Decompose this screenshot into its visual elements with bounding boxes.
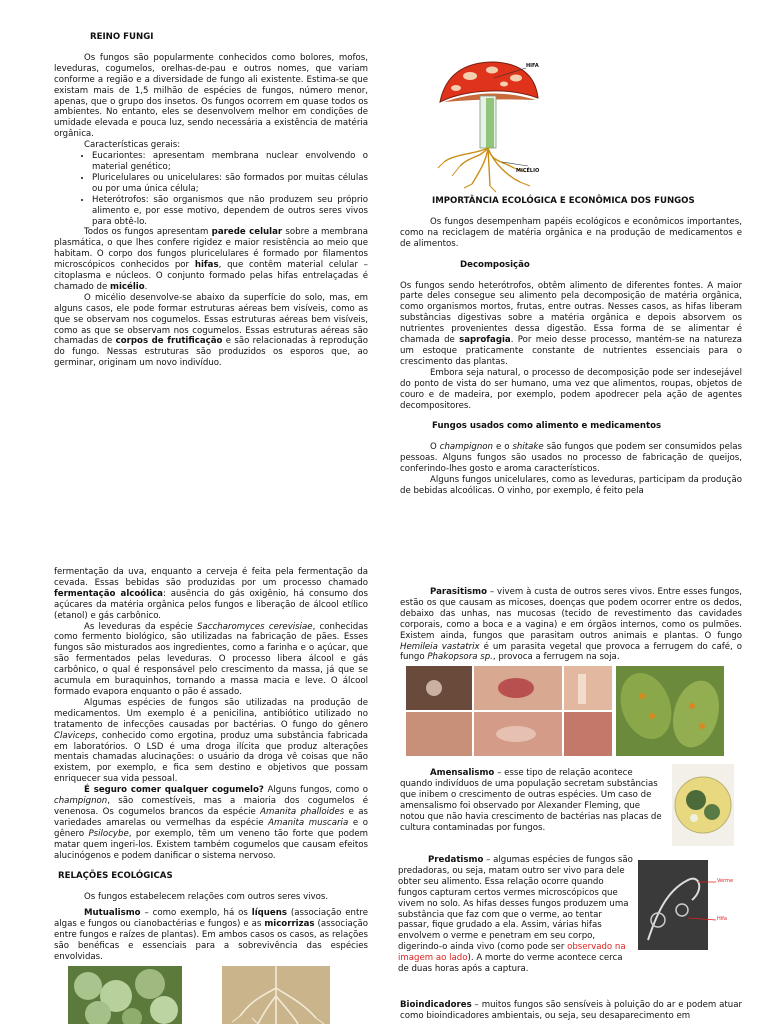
decomposicao-paragraph: Os fungos sendo heterótrofos, obtêm alimento de diferentes fontes. A maior parte deles consegue seu alimento pela decomposição de matéria orgânica, como organismos mortos, frutas, entre outras. Nesses casos, as hifas liberam substâncias digestivas sobre a matéria orgânica e depois absorvem os nutrientes provenientes dessa digestão. Essa forma de se alimentar é chamada de saprofagia. Por meio desse processo, mantém-se na natureza um estoque praticamente constante de nutrientes essenciais para o crescimento das plantas.	[400, 280, 742, 367]
decomposicao-paragraph-2: Embora seja natural, o processo de decomposição pode ser indesejável do ponto de vista do ser humano, uma vez que alimentos, roupas, objetos de couro e de madeira, por exemplo, podem apodrecer pela ação de agentes decompositores.	[400, 367, 742, 411]
predatismo-block	[398, 855, 634, 975]
alimento-heading: Fungos usados como alimento e medicamentos	[432, 421, 662, 432]
amensalismo-block	[400, 768, 662, 833]
petri-dish-photo	[672, 764, 734, 846]
mutualismo-paragraph: Mutualismo – como exemplo, há os líquens (associação entre algas e fungos ou cianobactérias e fungos) e as micorrizas (associação entre fungos e raízes de plantas). Em ambos casos os casos, as relações são benéficas e essenciais para a sobrevivência das espécies envolvidas.	[54, 908, 368, 962]
decomposicao-heading: Decomposição	[460, 259, 530, 270]
importancia-paragraph: Os fungos desempenham papéis ecológicos e econômicos importantes, como na reciclagem de matéria orgânica e na produção de medicamentos e de alimentos.	[400, 216, 742, 249]
list-item: • Heterótrofos: são organismos que não produzem seu próprio alimento e, por esse motivo, dependem de outros seres vivos para obtê-lo.	[92, 195, 368, 228]
fermentacao-column	[54, 567, 368, 963]
reino-fungi-column	[54, 32, 368, 369]
bioindicadores-block	[400, 1000, 742, 1022]
verme-label: Verme	[717, 878, 734, 884]
hifa-label: Hifa	[717, 916, 727, 922]
predatismo-paragraph: Predatismo – algumas espécies de fungos são predadoras, ou seja, matam outro ser vivo para dele obter seu alimento. Essa relação ocorre quando fungos capturam certos vermes microscópicos que vivem no solo. As hifas desses fungos produzem uma substância que faz com que o verme, ao tentar passar, fique grudado a ela. Assim, várias hifas envolvem o verme e penetram em seu corpo, digerindo-o ainda vivo (como pode ser observado na imagem ao lado). A morte do verme acontece cerca de duas horas após a captura.	[398, 855, 633, 975]
leveduras-paragraph: As leveduras da espécie Saccharomyces cerevisiae, conhecidas como fermento biológico, são utilizadas na fabricação de pães. Esses fungos são misturados aos ingredientes, como a farinha e o açúcar, que são fermentados pelas leveduras. O processo libera álcool e gás carbônico, o qual é responsável pelo crescimento da massa, já que se acumula em buraquinhos, tornando a massa macia e leve. O álcool formado evapora enquanto o pão é assado.	[54, 621, 369, 697]
alimento-paragraph-2: Alguns fungos unicelulares, como as leveduras, participam da produção de bebidas alcoólicas. O vinho, por exemplo, é feito pela	[400, 475, 742, 496]
importancia-heading: IMPORTÂNCIA ECOLÓGICA E ECONÔMICA DOS FUNGOS	[432, 196, 695, 206]
caracteristicas-label: Características gerais:	[84, 140, 181, 151]
list-item: • Pluricelulares ou unicelulares: são formados por muitas células ou por uma única célula;	[92, 173, 368, 195]
parasitismo-paragraph: Parasitismo – vivem à custa de outros seres vivos. Entre esses fungos, estão os que causam as micoses, doenças que podem ocorrer entre os dedos, debaixo das unhas, nas mucosas (tecido de revestimento das cavidades corporais, como a boca e a vagina) e em órgãos internos, como os pulmões. Existem ainda, fungos que parasitam outros animais e plantas. O fungo Hemileia vastatrix é um parasita vegetal que provoca a ferrugem do café, o fungo Phakopsora sp., provoca a ferrugem na soja.	[400, 587, 742, 663]
micelio-paragraph: O micélio desenvolve-se abaixo da superfície do solo, mas, em alguns casos, ele pode formar estruturas aéreas bem visíveis, como as que se observam nos cogumelos. Essas estruturas aéreas bem visíveis, como as que se observam nos cogumelos. Essas estruturas aéreas são chamadas de corpos de frutificação e são relacionadas à reprodução do fungo. Nessas estruturas são produzidos os esporos que, ao germinar, originam um novo indivíduo.	[54, 292, 368, 369]
fermentacao-paragraph: fermentação da uva, enquanto a cerveja é feita pela fermentação da cevada. Essas bebidas são produzidas por um processo chamado fermentação alcoólica: ausência do gás oxigênio, há consumo dos açúcares da matéria orgânica pelos fungos e liberação de álcool etílico (etanol) e gás carbônico.	[54, 567, 368, 621]
caracteristicas-list	[54, 151, 368, 227]
mycosis-photos	[406, 666, 724, 756]
bioindicadores-paragraph: Bioindicadores – muitos fungos são sensíveis à poluição do ar e podem atuar como bioindicadores ambientais, ou seja, seu desaparecimento em	[400, 1000, 742, 1021]
relacoes-heading: RELAÇÕES ECOLÓGICAS	[58, 871, 173, 882]
highlighted-reference: observado na imagem ao lado	[398, 942, 626, 964]
alimento-paragraph: O champignon e o shitake são fungos que podem ser consumidos pelas pessoas. Alguns fungos são usados no processo de fabricação de queijos, conferindo-lhes gosto e aroma característicos.	[400, 442, 742, 475]
list-item: • Eucariontes: apresentam membrana nuclear envolvendo o material genético;	[92, 151, 368, 173]
seguro-paragraph: É seguro comer qualquer cogumelo? Alguns fungos, como o champignon, são comestíveis, mas a maioria dos cogumelos é venenosa. Os cogumelos brancos da espécie Amanita phalloides e as variedades amarelas ou vermelhas da espécie Amanita muscaria e o gênero Psilocybe, por exemplo, têm um veneno tão forte que podem matar quem ingeri-los. Existem também cogumelos que causam efeitos alucinógenos e podem danificar o sistema nervoso.	[54, 785, 369, 861]
page-title: REINO FUNGI	[90, 32, 154, 42]
mycorrhiza-photo	[222, 966, 330, 1024]
hifa-label: HIFA	[526, 63, 539, 69]
intro-paragraph: Os fungos são popularmente conhecidos como bolores, mofos, leveduras, cogumelos, orelhas-de-pau e outros nomes, que variam conforme a região e a diversidade de fungo ali existente. Estima-se que existam mais de 1,5 milhão de espécies de fungos, número menor, apenas, que o grupo dos insetos. Os fungos ocorrem em quase todos os ambientes. No entanto, eles se desenvolvem melhor em condições de umidade elevada e pouca luz, sendo necessária a existência de matéria orgânica.	[54, 52, 368, 140]
importancia-column	[400, 196, 742, 497]
medicamentos-paragraph: Algumas espécies de fungos são utilizadas na produção de medicamentos. Um exemplo é a penicilina, antibiótico utilizado no tratamento de infecções causadas por bactérias. O fungo do gênero Claviceps, conhecido como ergotina, produz uma substância fabricada em laboratórios. O LSD é uma droga ilícita que produz alterações mentais chamadas alucinações: o usuário da droga vê coisas que não existem, por exemplo, e fica sem destino e objetivos que possam enriquecer sua vida pessoal.	[54, 697, 368, 785]
parede-paragraph: Todos os fungos apresentam parede celular sobre a membrana plasmática, o que lhes confere rigidez e maior resistência ao meio que habitam. O corpo dos fungos pluricelulares é formado por filamentos microscópicos conhecidos por hifas, que contêm material celular – citoplasma e núcleos. O conjunto formado pelas hifas entrelaçadas é chamado de micélio.	[54, 227, 369, 292]
mushroom-diagram	[430, 58, 550, 194]
relacoes-paragraph: Os fungos estabelecem relações com outros seres vivos.	[84, 892, 329, 903]
amensalismo-paragraph: Amensalismo – esse tipo de relação acontece quando indivíduos de uma população secretam substâncias que inibem o crescimento de outras espécies. Um caso de amensalismo foi observado por Alexander Fleming, que notou que não havia crescimento de bactérias nas placas de cultura contaminadas por fungos.	[400, 768, 662, 833]
predatory-fungus-photo	[638, 860, 734, 950]
parasitismo-block	[400, 587, 742, 663]
lichen-photo	[68, 966, 182, 1024]
micelio-label: MICÉLIO	[516, 168, 540, 174]
